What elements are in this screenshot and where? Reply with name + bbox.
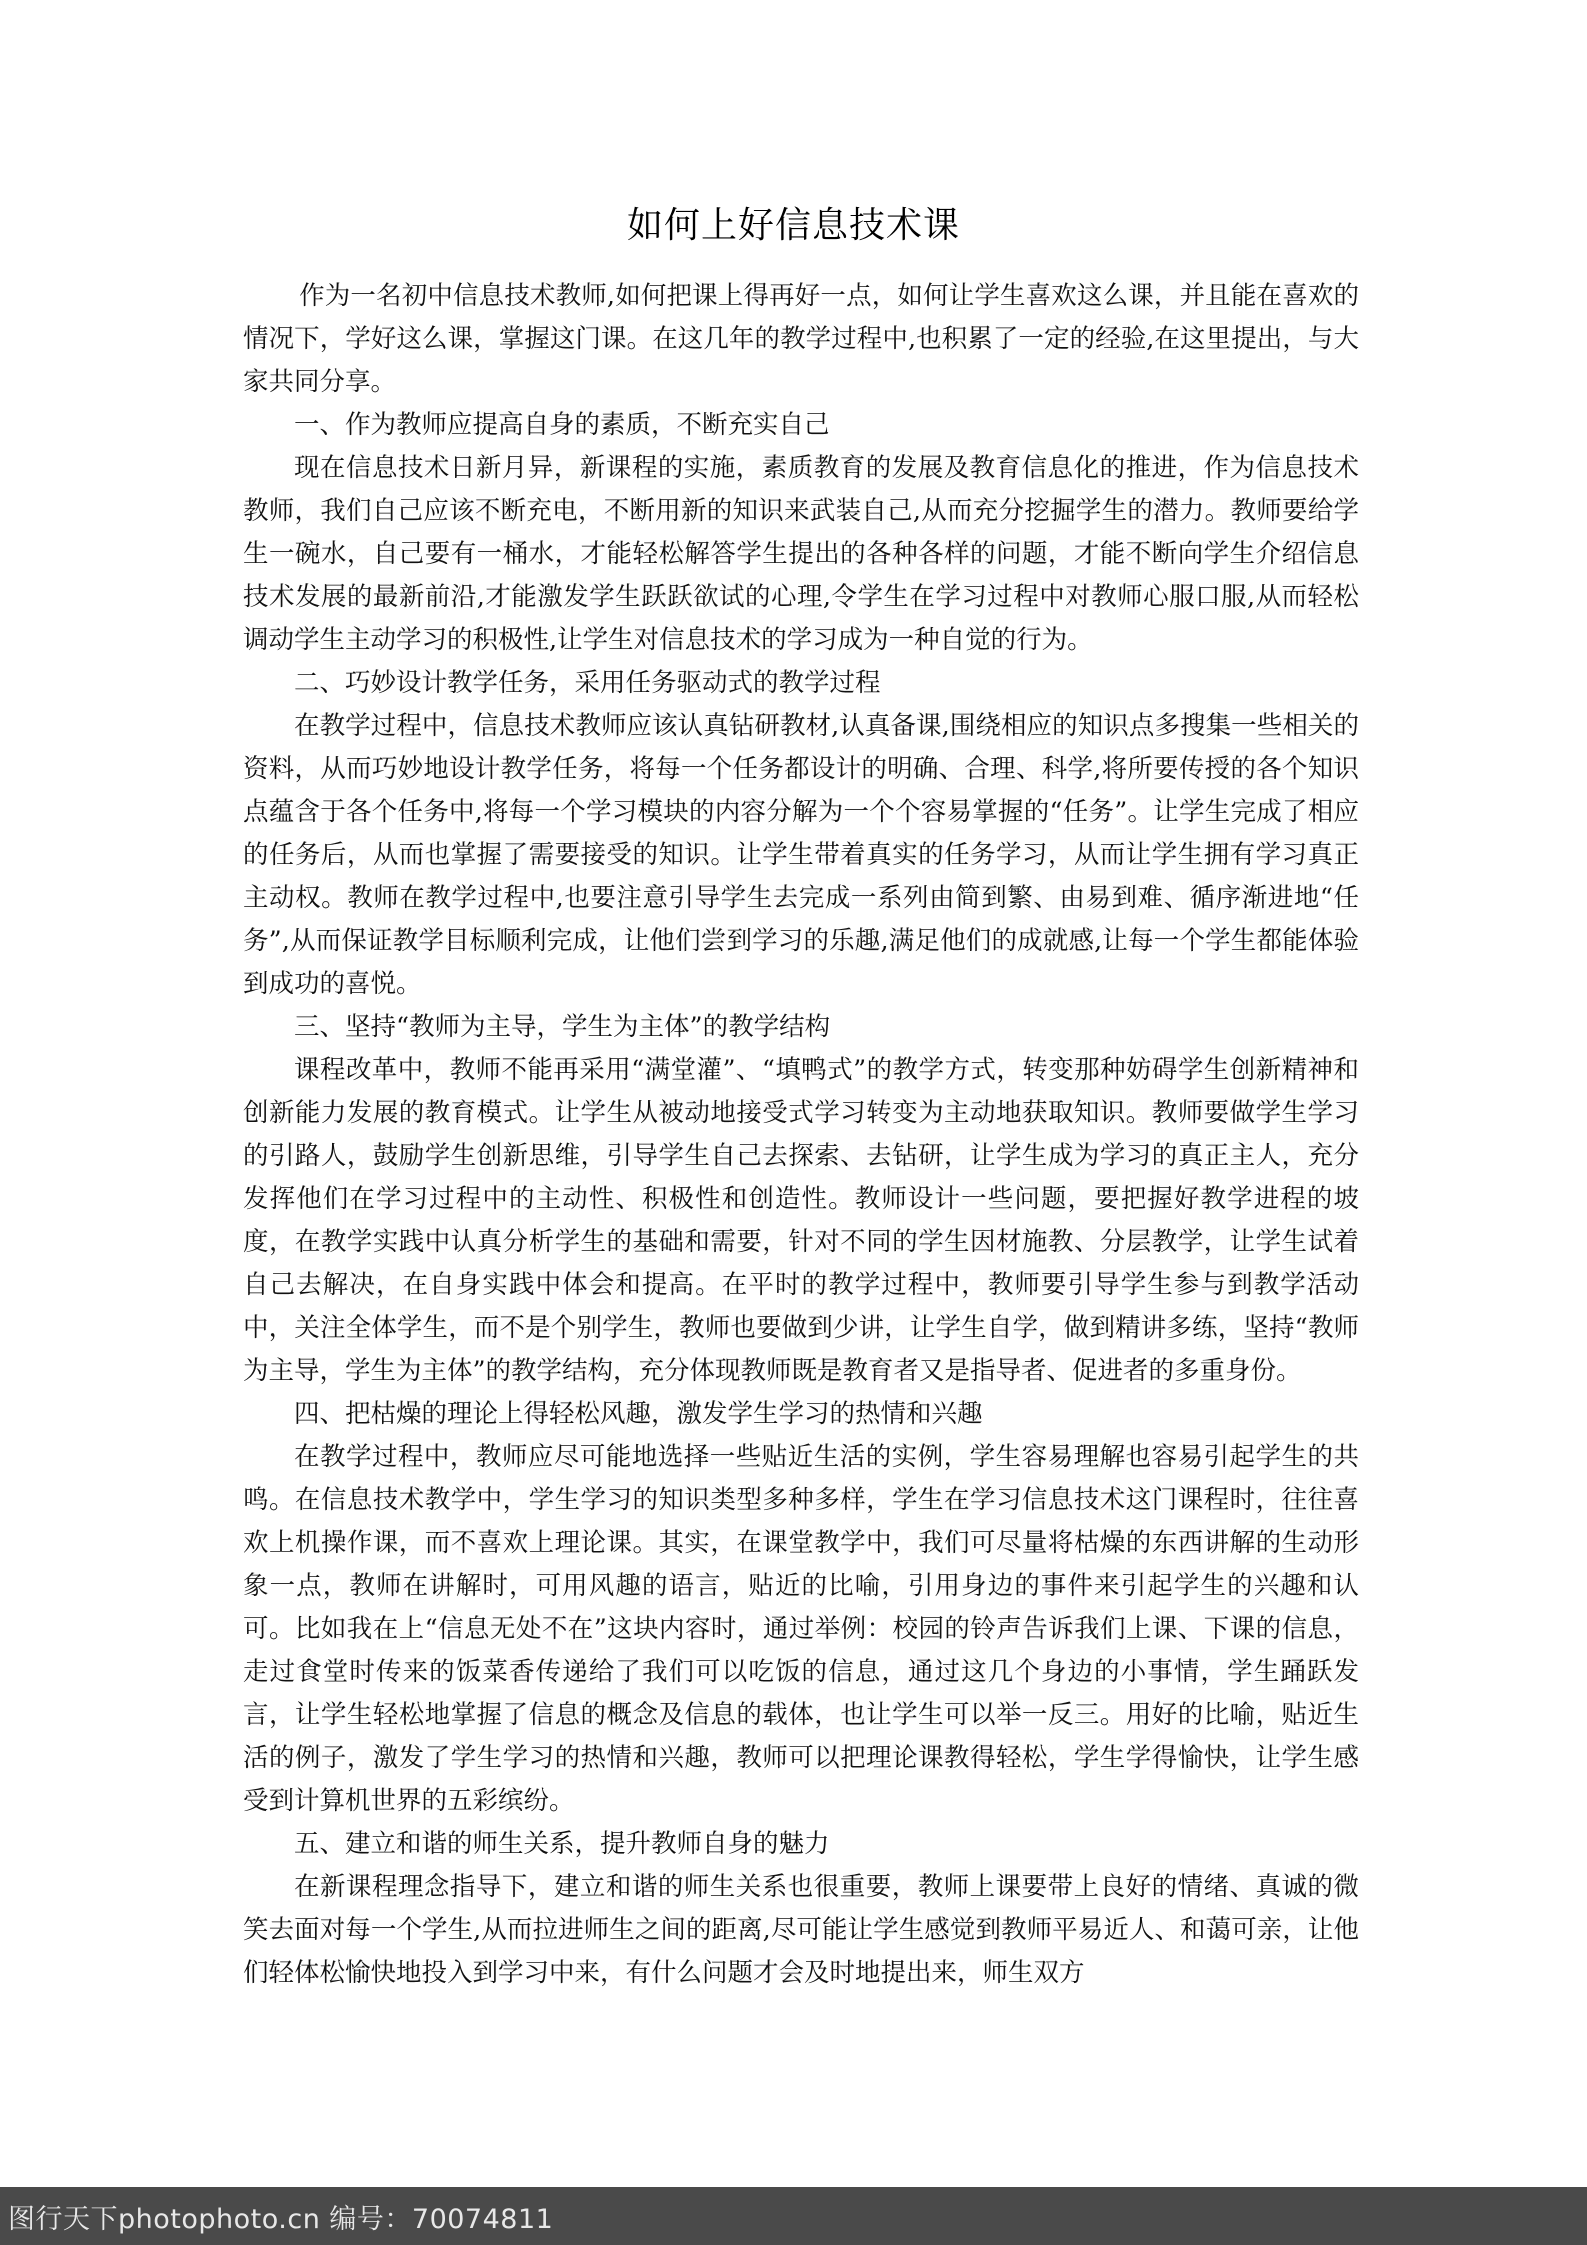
document-body — [243, 275, 1359, 1995]
section-paragraph-3: 课程改革中，教师不能再采用“满堂灌”、“填鸭式”的教学方式，转变那种妨碍学生创新精神和创新能力发展的教育模式。让学生从被动地接受式学习转变为主动地获取知识。教师要做学生学习的引路人，鼓励学生创新思维，引导学生自己去探索、去钻研，让学生成为学习的真正主人，充分发挥他们在学习过程中的主动性、积极性和创造性。教师设计一些问题，要把握好教学进程的坡度，在教学实践中认真分析学生的基础和需要，针对不同的学生因材施教、分层教学，让学生试着自己去解决，在自身实践中体会和提高。在平时的教学过程中，教师要引导学生参与到教学活动中，关注全体学生，而不是个别学生，教师也要做到少讲，让学生自学，做到精讲多练，坚持“教师为主导，学生为主体”的教学结构，充分体现教师既是教育者又是指导者、促进者的多重身份。 — [243, 1055, 1359, 1386]
section-heading-3: 三、坚持“教师为主导，学生为主体”的教学结构 — [294, 1012, 831, 1042]
intro-paragraph: 作为一名初中信息技术教师,如何把课上得再好一点，如何让学生喜欢这么课，并且能在喜欢的情况下，学好这么课，掌握这门课。在这几年的教学过程中,也积累了一定的经验,在这里提出，与大家共同分享。 — [243, 281, 1359, 397]
section-heading-1: 一、作为教师应提高自身的素质，不断充实自己 — [294, 410, 830, 440]
document-title: 如何上好信息技术课 — [626, 205, 960, 246]
watermark-bar — [0, 2187, 1587, 2245]
section-paragraph-4: 在教学过程中，教师应尽可能地选择一些贴近生活的实例，学生容易理解也容易引起学生的共鸣。在信息技术教学中，学生学习的知识类型多种多样，学生在学习信息技术这门课程时，往往喜欢上机操作课，而不喜欢上理论课。其实，在课堂教学中，我们可尽量将枯燥的东西讲解的生动形象一点，教师在讲解时，可用风趣的语言，贴近的比喻，引用身边的事件来引起学生的兴趣和认可。比如我在上“信息无处不在”这块内容时，通过举例：校园的铃声告诉我们上课、下课的信息，走过食堂时传来的饭菜香传递给了我们可以吃饭的信息，通过这几个身边的小事情，学生踊跃发言，让学生轻松地掌握了信息的概念及信息的载体，也让学生可以举一反三。用好的比喻，贴近生活的例子，激发了学生学习的热情和兴趣，教师可以把理论课教得轻松，学生学得愉快，让学生感受到计算机世界的五彩缤纷。 — [243, 1442, 1359, 1816]
section-heading-4: 四、把枯燥的理论上得轻松风趣，激发学生学习的热情和兴趣 — [294, 1399, 983, 1429]
watermark-text: 图行天下photophoto.cn 编号：70074811 — [8, 2203, 554, 2235]
section-heading-2: 二、巧妙设计教学任务，采用任务驱动式的教学过程 — [294, 668, 881, 698]
section-heading-5: 五、建立和谐的师生关系，提升教师自身的魅力 — [294, 1829, 830, 1859]
section-paragraph-1: 现在信息技术日新月异，新课程的实施，素质教育的发展及教育信息化的推进，作为信息技术教师，我们自己应该不断充电，不断用新的知识来武装自己,从而充分挖掘学生的潜力。教师要给学生一碗水，自己要有一桶水，才能轻松解答学生提出的各种各样的问题，才能不断向学生介绍信息技术发展的最新前沿,才能激发学生跃跃欲试的心理,令学生在学习过程中对教师心服口服,从而轻松调动学生主动学习的积极性,让学生对信息技术的学习成为一种自觉的行为。 — [243, 453, 1359, 655]
section-paragraph-2: 在教学过程中，信息技术教师应该认真钻研教材,认真备课,围绕相应的知识点多搜集一些相关的资料，从而巧妙地设计教学任务，将每一个任务都设计的明确、合理、科学,将所要传授的各个知识点蕴含于各个任务中,将每一个学习模块的内容分解为一个个容易掌握的“任务”。让学生完成了相应的任务后，从而也掌握了需要接受的知识。让学生带着真实的任务学习，从而让学生拥有学习真正主动权。教师在教学过程中,也要注意引导学生去完成一系列由简到繁、由易到难、循序渐进地“任务”,从而保证教学目标顺利完成，让他们尝到学习的乐趣,满足他们的成就感,让每一个学生都能体验到成功的喜悦。 — [243, 711, 1359, 999]
section-paragraph-5: 在新课程理念指导下，建立和谐的师生关系也很重要，教师上课要带上良好的情绪、真诚的微笑去面对每一个学生,从而拉进师生之间的距离,尽可能让学生感觉到教师平易近人、和蔼可亲，让他们轻体松愉快地投入到学习中来，有什么问题才会及时地提出来，师生双方 — [243, 1872, 1359, 1988]
